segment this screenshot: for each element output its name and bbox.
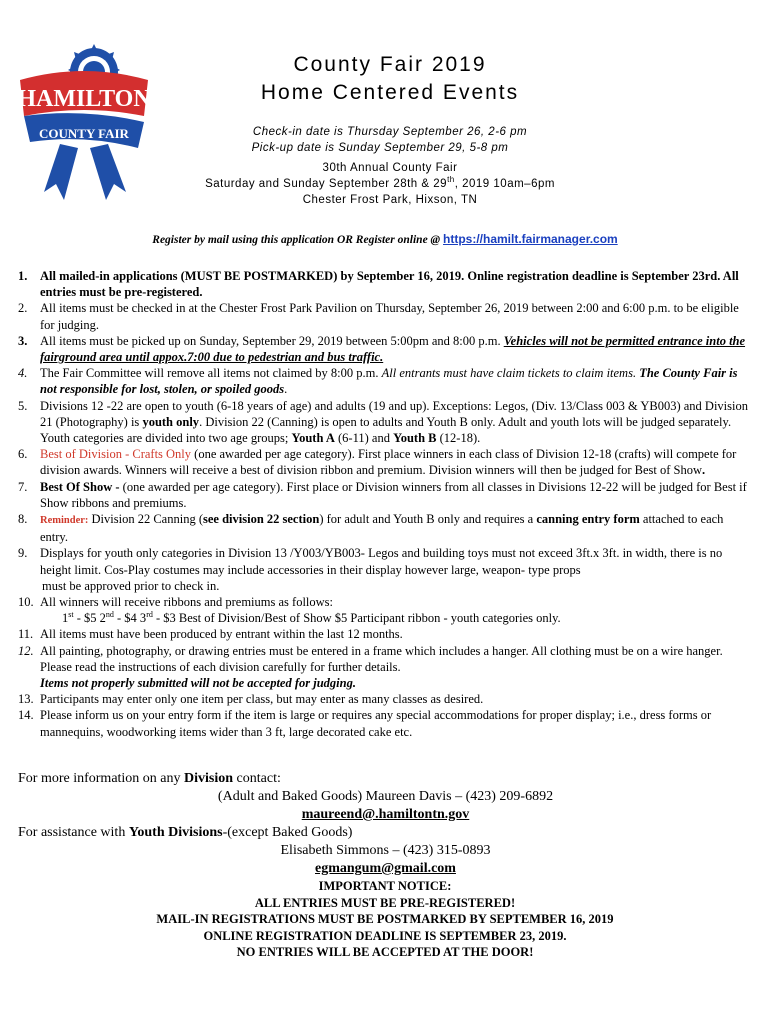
notice-line-3: MAIL-IN REGISTRATIONS MUST BE POSTMARKED BY SEPTEMBER 16, 2019 [156, 912, 614, 926]
prize-schedule: 1st - $5 2nd - $4 3rd - $3 Best of Division/Best of Show $5 Participant ribbon - youth categories only. [62, 610, 561, 626]
title-line-1: County Fair 2019 [293, 53, 487, 76]
rules-list [18, 268, 753, 740]
notice-line-4: ONLINE REGISTRATION DEADLINE IS SEPTEMBER 23, 2019. [203, 928, 567, 943]
rule-8: 8. Reminder: Division 22 Canning (see division 22 section) for adult and Youth B only and requires a canning entry form attached to each entry. [18, 512, 724, 545]
contact-line-youth: For assistance with Youth Divisions-(except Baked Goods) [18, 825, 353, 840]
rule-14: 14. Please inform us on your entry form if the item is large or requires any special accommodations for proper display; i.e., dress forms or mannequins, woodworking items wider than 3 ft, large decorated cake etc. [18, 708, 712, 739]
fair-location: Chester Frost Park, Hixson, TN [302, 194, 478, 206]
checkin-date: Check-in date is Thursday September 26, 2-6 pm [252, 126, 528, 138]
title-line-2: Home Centered Events [260, 81, 520, 104]
contact-email-2[interactable]: egmangum@gmail.com [315, 861, 456, 876]
notice-line-5: NO ENTRIES WILL BE ACCEPTED AT THE DOOR! [236, 945, 534, 959]
important-notice [0, 878, 770, 961]
rule-7: 7. Best Of Show - (one awarded per age category). First place or Division winners from all classes in Divisions 12-22 will be judged for Best if Show ribbons and premiums. [18, 479, 747, 510]
rule-12: 12. All painting, photography, or drawing entries must be entered in a frame which includes a hanger. All clothing must be on a wire hanger. Please read the instructions of each division carefully for further details. Items not properly submitted will not be accepted for judging. [18, 643, 723, 691]
contact-line-1: For more information on any Division contact: [18, 771, 281, 786]
rule-6: 6. Best of Division - Crafts Only (one awarded per age category). First place winners in each class of Division 12-18 (crafts) will compete for division awards. Winners will receive a best of division ribbon and premium. Division winners will then be judged for Best of Show. [18, 447, 737, 478]
rule-13: 13. Participants may enter only one item per class, but may enter as many classes as desired. [18, 692, 484, 707]
rule-5: 5. Divisions 12 -22 are open to youth (6-18 years of age) and adults (19 and up). Exceptions: Legos, (Div. 13/Class 003 & YB003) and Division 21 (Photography) is youth only. Division 22 (Canning) is open to adults and Youth B only. Adult and youth lots will be judged separately. Youth categories are divided into two age groups; Youth A (6-11) and Youth B (12-18). [18, 398, 748, 446]
rule-1: 1. All mailed-in applications (MUST BE POSTMARKED) by September 16, 2019. Online registration deadline is September 23rd. All entries must be pre-registered. [18, 269, 739, 300]
logo-bottom-text: COUNTY FAIR [39, 126, 129, 141]
register-text: Register by mail using this application OR Register online @ [152, 234, 441, 246]
logo-top-text: HAMILTON [17, 86, 151, 112]
contact-youth: Elisabeth Simmons – (423) 315-0893 [280, 843, 491, 858]
rule-2: 2. All items must be checked in at the Chester Frost Park Pavilion on Thursday, September 26, 2019 between 2:00 and 6:00 p.m. to be eligible for judging. [18, 301, 739, 332]
rule-3: 3. All items must be picked up on Sunday, September 29, 2019 between 5:00pm and 8:00 p.m. Vehicles will not be permitted entrance into the fairground area until appox.7:00 due to pedestrian and bus traffic. [18, 333, 746, 365]
pickup-date: Pick-up date is Sunday September 29, 5-8 pm [251, 142, 509, 154]
rule-4: 4. The Fair Committee will remove all items not claimed by 8:00 p.m. All entrants must have claim tickets to claim items. The County Fair is not responsible for lost, stolen, or spoiled goods. [18, 366, 738, 397]
rule-10: 10. All winners will receive ribbons and premiums as follows: 1st - $5 2nd - $4 3rd - $3 Best of Division/Best of Show $5 Participant ribbon - youth categories only. [18, 595, 561, 626]
register-line [0, 232, 770, 246]
notice-heading: IMPORTANT NOTICE: [318, 879, 452, 893]
ribbon-tail-left [44, 144, 78, 200]
register-link[interactable]: https://hamilt.fairmanager.com [443, 232, 618, 246]
rule-9: 9. Displays for youth only categories in Division 13 /Y003/YB003- Legos and building toys must not exceed 3ft.x 3ft. in width, there is no height limit. Cos-Play costumes may include accessories in their display however large, weapon- type props must be approved prior to check in. [18, 546, 723, 593]
contact-adult: (Adult and Baked Goods) Maureen Davis – (423) 209-6892 [217, 789, 554, 804]
notice-line-2: ALL ENTRIES MUST BE PRE-REGISTERED! [254, 895, 516, 910]
annual-fair: 30th Annual County Fair [322, 162, 458, 174]
contact-email-1[interactable]: maureend@.hamiltontn.gov [301, 807, 470, 822]
fair-dates: Saturday and Sunday September 28th & 29th, 2019 10am–6pm [205, 175, 555, 190]
rule-11: 11. All items must have been produced by entrant within the last 12 months. [18, 627, 403, 642]
